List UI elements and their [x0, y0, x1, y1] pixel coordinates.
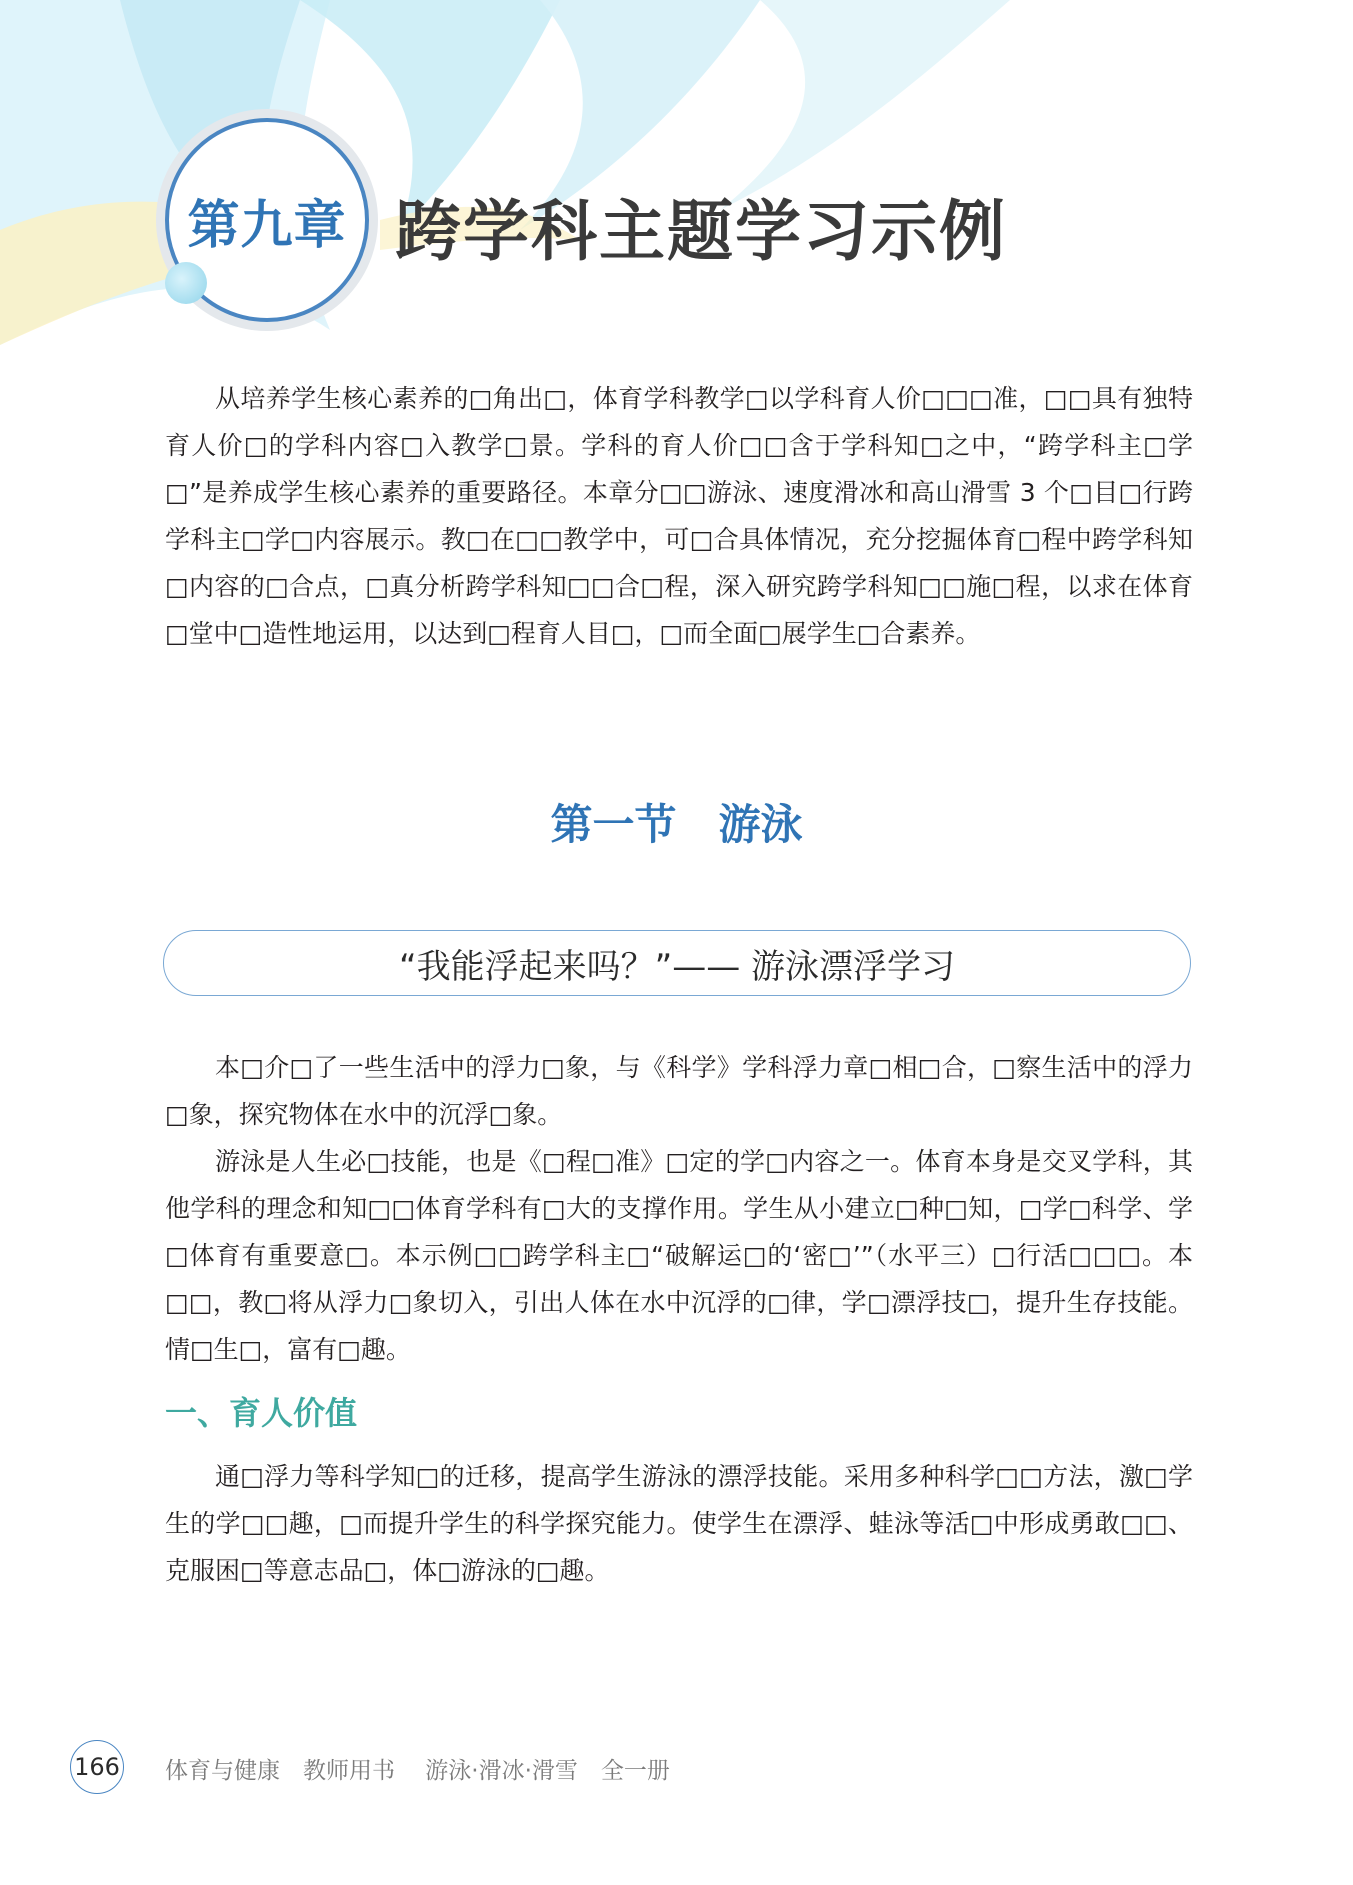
subsection-heading: 一、育人价值	[165, 1394, 358, 1432]
intro-paragraph: 从培养学生核心素养的□角出□，体育学科教学□以学科育人价□□□准，□□具有独特育人价□的学科内容□入教学□景。学科的育人价□□含于学科知□之中，“跨学科主□学□”是养成学生核心素养的重要路径。本章分□□游泳、速度滑冰和高山滑雪 3 个□目□行跨学科主□学□内容展示。教□在□□教学中，可□合具体情况，充分挖掘体育□程中跨学科知□内容的□合点，□真分析跨学科知□□合□程，深入研究跨学科知□□施□程，以求在体育□堂中□造性地运用，以达到□程育人目□，□而全面□展学生□合素养。	[165, 384, 1193, 648]
section-title: 第一节 游泳	[550, 800, 803, 849]
chapter-label: 第九章	[187, 195, 347, 256]
value-paragraph: 通□浮力等科学知□的迁移，提高学生游泳的漂浮技能。采用多种科学□□方法，激□学生的学□□趣，□而提升学生的科学探究能力。使学生在漂浮、蛙泳等活□中形成勇敢□□、克服困□等意志品□，体□游泳的□趣。	[165, 1462, 1193, 1585]
topic-paragraph: 本□介□了一些生活中的浮力□象，与《科学》学科浮力章□相□合，□察生活中的浮力□象，探究物体在水中的沉浮□象。	[165, 1053, 1193, 1129]
value-body	[165, 1453, 1193, 1594]
running-footer: 体育与健康 教师用书 游泳·滑冰·滑雪 全一册	[165, 1758, 670, 1784]
topic-paragraph: 游泳是人生必□技能，也是《□程□准》□定的学□内容之一。体育本身是交叉学科，其他学科的理念和知□□体育学科有□大的支撑作用。学生从小建立□种□知，□学□科学、学□体育有重要意□。本示例□□跨学科主□“破解运□的‘密□’”（水平三）□行活□□□。本□□，教□将从浮力□象切入，引出人体在水中沉浮的□律，学□漂浮技□，提升生存技能。情□生□，富有□趣。	[165, 1147, 1193, 1364]
topic-banner: “我能浮起来吗？”—— 游泳漂浮学习	[163, 930, 1191, 996]
page-number: 166	[70, 1740, 124, 1794]
topic-body	[165, 1044, 1193, 1373]
chapter-title: 跨学科主题学习示例	[395, 193, 1007, 270]
chapter-intro	[165, 375, 1193, 657]
